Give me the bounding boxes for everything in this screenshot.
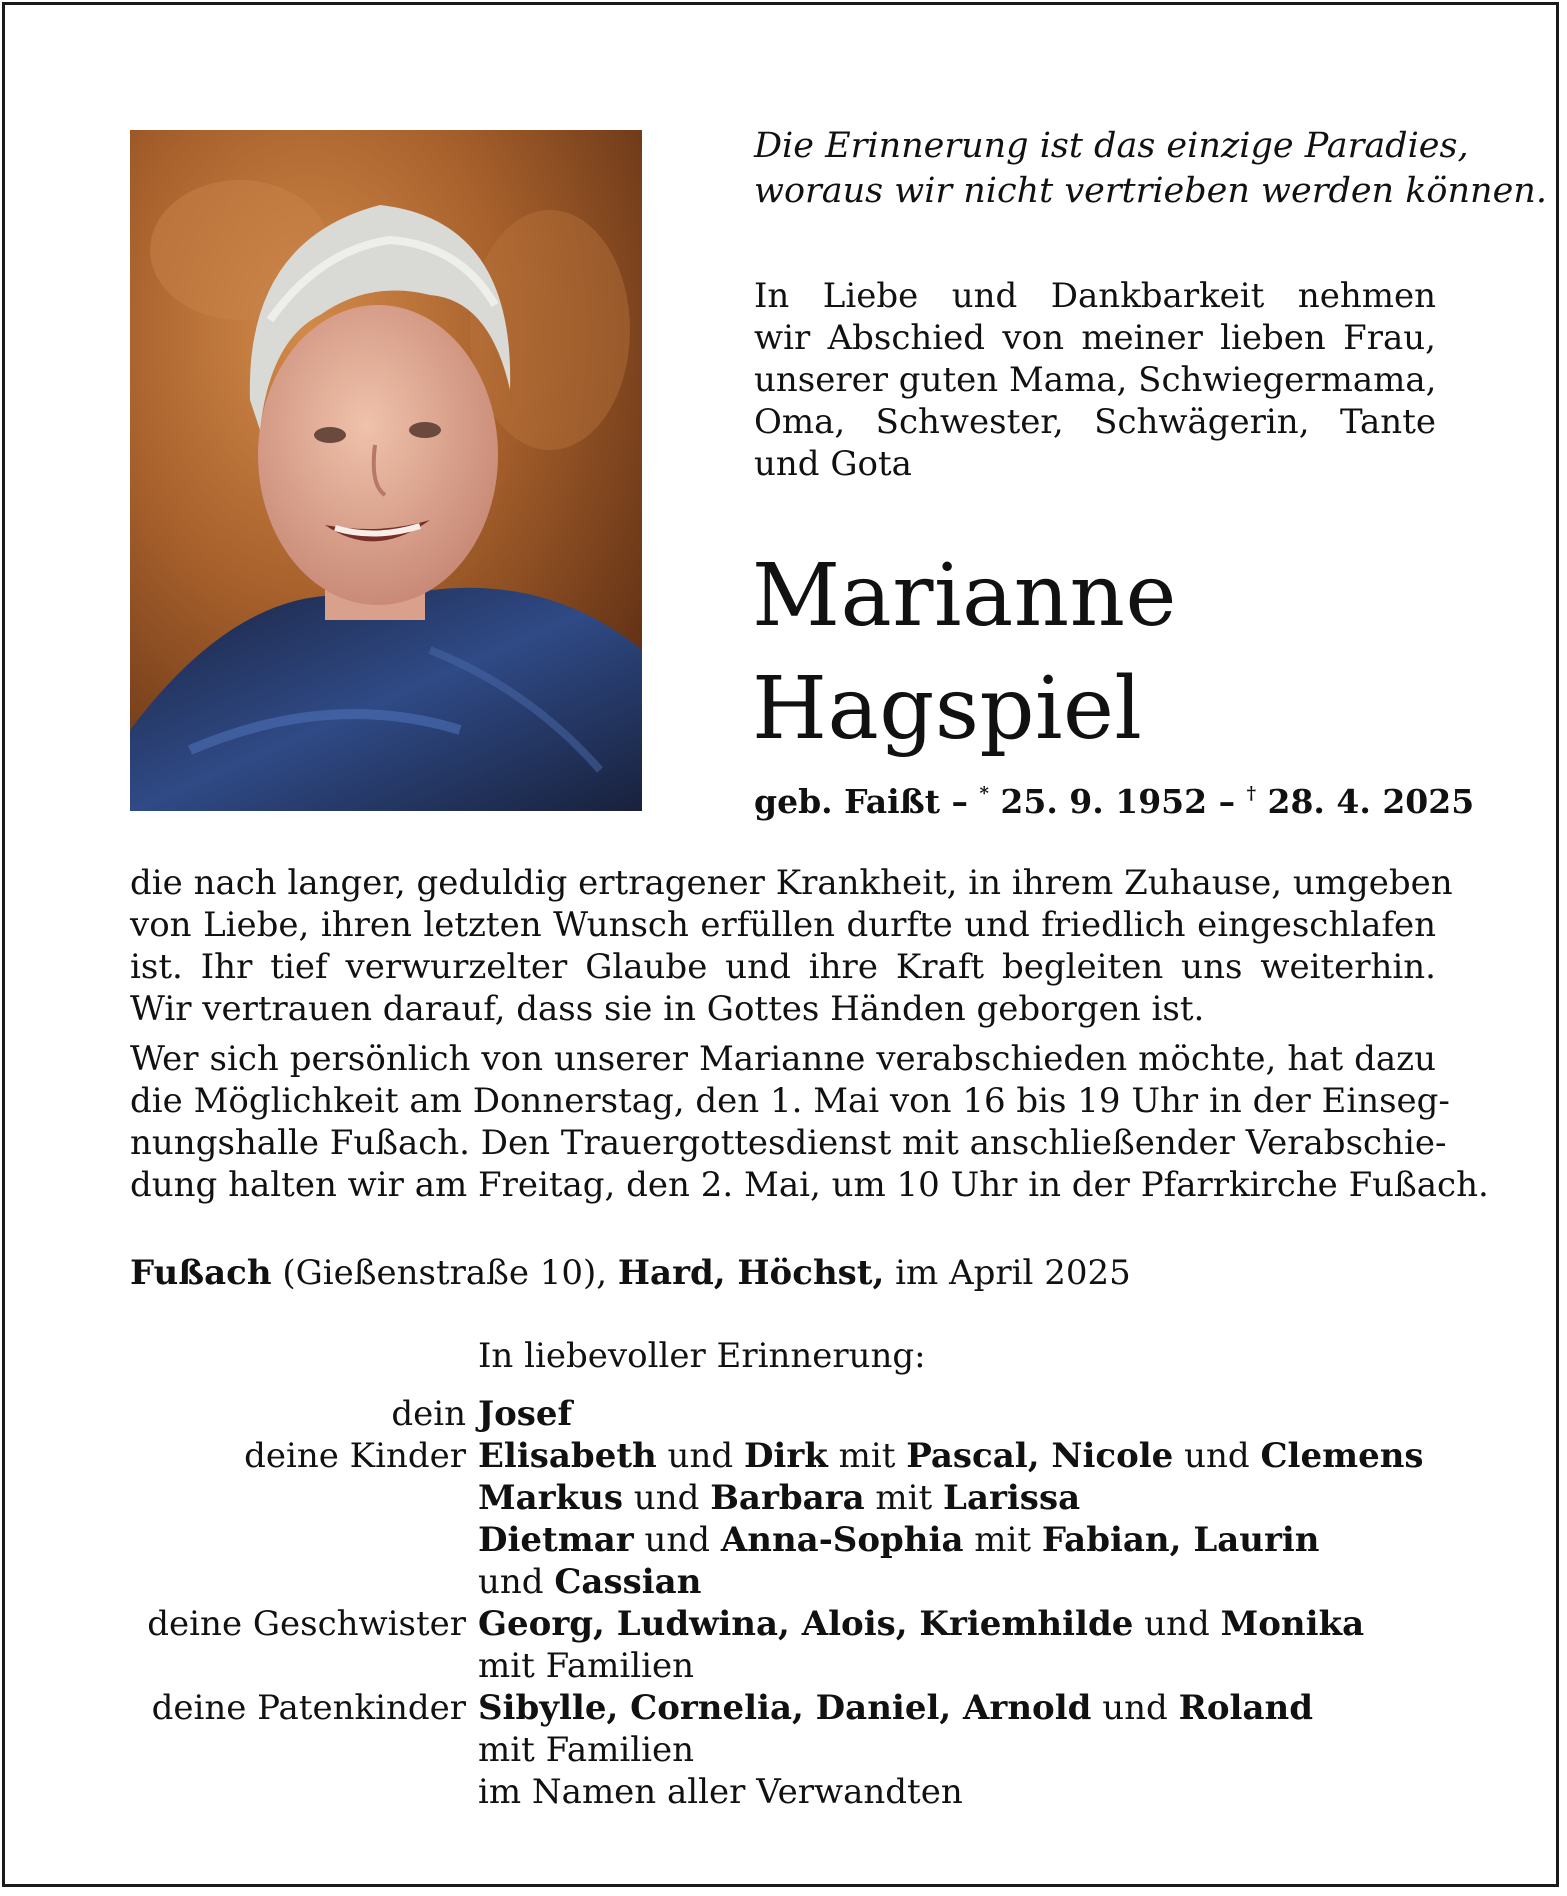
body-line: dung halten wir am Freitag, den 2. Mai, um 10 Uhr in der Pfarrkirche Fußach.: [130, 1165, 1489, 1205]
mourner-names: [478, 1687, 1313, 1729]
conjunction: und: [1133, 1604, 1221, 1644]
mourner-row: [130, 1729, 1470, 1771]
mourner-name: Pascal, Nicole: [906, 1436, 1174, 1476]
body-paragraph-1: [130, 862, 1453, 1030]
relation-label: [130, 1561, 478, 1603]
birth-date: 25. 9. 1952: [1000, 782, 1208, 821]
intro-line: unserer guten Mama, Schwiegermama,: [754, 360, 1437, 400]
body-line: die Möglichkeit am Donnerstag, den 1. Mai von 16 bis 19 Uhr in der Einseg-: [130, 1081, 1450, 1121]
conjunction: und: [623, 1478, 711, 1518]
conjunction: und: [1173, 1436, 1261, 1476]
relation-label: [130, 1477, 478, 1519]
intro-line: wir Abschied von meiner lieben Frau,: [754, 318, 1436, 358]
mourner-name: Dirk: [743, 1436, 828, 1476]
conjunction: mit: [963, 1520, 1042, 1560]
body-line: von Liebe, ihren letzten Wunsch erfüllen durfte und friedlich eingeschlafen: [130, 905, 1436, 945]
conjunction: und: [478, 1562, 555, 1602]
intro-line: und Gota: [754, 444, 912, 484]
town: Fußach: [130, 1253, 272, 1293]
conjunction: und: [633, 1520, 721, 1560]
deceased-name: [752, 540, 1177, 766]
mourner-row: [130, 1393, 1470, 1435]
conjunction: mit: [864, 1478, 944, 1518]
place-and-date: [130, 1253, 1131, 1293]
conjunction: mit: [827, 1436, 907, 1476]
other-towns: Hard, Höchst,: [617, 1253, 885, 1293]
mourner-names: [478, 1435, 1424, 1477]
intro-line: Oma, Schwester, Schwägerin, Tante: [754, 402, 1436, 442]
mourner-names: mit Familien: [478, 1646, 695, 1686]
relation-label: deine Geschwister: [147, 1604, 466, 1644]
relation-label: deine Kinder: [244, 1436, 466, 1476]
mourner-row: [130, 1435, 1470, 1477]
mourner-name: Markus: [478, 1478, 623, 1518]
relation-label: [130, 1645, 478, 1687]
motto-line: woraus wir nicht vertrieben werden können.: [754, 171, 1547, 211]
body-line: nungshalle Fußach. Den Trauergottesdienst mit anschließender Verabschie-: [130, 1123, 1447, 1163]
mourner-name: Clemens: [1260, 1436, 1424, 1476]
mourner-row: [130, 1561, 1470, 1603]
mourner-names: [478, 1393, 572, 1435]
last-name: Hagspiel: [752, 659, 1143, 759]
mourner-name: Roland: [1178, 1688, 1313, 1728]
conjunction: und: [656, 1436, 744, 1476]
mourner-name: Georg, Ludwina, Alois, Kriemhilde: [478, 1604, 1134, 1644]
intro-line: In Liebe und Dankbarkeit nehmen: [754, 276, 1436, 316]
death-sign: †: [1246, 783, 1256, 804]
mourner-name: Cassian: [554, 1562, 702, 1602]
dash: –: [1207, 782, 1247, 821]
mourner-name: Dietmar: [478, 1520, 634, 1560]
conjunction: und: [1091, 1688, 1179, 1728]
birth-sign: *: [979, 783, 989, 804]
mourner-name: Fabian, Laurin: [1041, 1520, 1320, 1560]
relation-label: [130, 1729, 478, 1771]
motto-line: Die Erinnerung ist das einzige Paradies,: [754, 126, 1469, 166]
intro-text: [754, 275, 1436, 485]
portrait-photo: [130, 130, 642, 811]
mourner-name: Josef: [478, 1394, 573, 1434]
mourner-name: Elisabeth: [478, 1436, 657, 1476]
mourner-name: Barbara: [710, 1478, 865, 1518]
relation-label: [130, 1771, 478, 1813]
mourner-names: [478, 1477, 1080, 1519]
mourner-row: [130, 1519, 1470, 1561]
mourner-name: Monika: [1220, 1604, 1365, 1644]
mourner-names: [478, 1561, 701, 1603]
motto-quote: [754, 124, 1547, 214]
mourner-names: mit Familien: [478, 1730, 695, 1770]
mourner-name: Sibylle, Cornelia, Daniel, Arnold: [478, 1688, 1092, 1728]
relation-label: dein: [391, 1394, 466, 1434]
mourners-list: [130, 1393, 1470, 1813]
mourner-names: im Namen aller Verwandten: [478, 1772, 963, 1812]
body-line: Wer sich persönlich von unserer Marianne verabschieden möchte, hat dazu: [130, 1039, 1436, 1079]
portrait-illustration: [130, 130, 642, 811]
body-line: die nach langer, geduldig ertragener Krankheit, in ihrem Zuhause, umgeben: [130, 863, 1453, 903]
month-date: im April 2025: [884, 1253, 1131, 1293]
street: (Gießenstraße 10),: [271, 1253, 618, 1293]
relation-label: deine Patenkinder: [151, 1688, 466, 1728]
mourner-name: Larissa: [943, 1478, 1081, 1518]
mourner-names: [478, 1603, 1364, 1645]
body-line: Wir vertrauen darauf, dass sie in Gottes Händen geborgen ist.: [130, 989, 1205, 1029]
mourner-row: [130, 1771, 1470, 1813]
relation-label: [130, 1519, 478, 1561]
body-paragraph-2: [130, 1038, 1489, 1206]
mourner-name: Anna-Sophia: [720, 1520, 964, 1560]
mourner-names: [478, 1519, 1320, 1561]
mourner-row: [130, 1645, 1470, 1687]
mourners-heading: In liebevoller Erinnerung:: [478, 1336, 926, 1376]
dash: –: [939, 782, 980, 821]
obituary-body: [130, 862, 1489, 1206]
death-date: 28. 4. 2025: [1267, 782, 1475, 821]
mourner-row: [130, 1477, 1470, 1519]
mourner-row: [130, 1603, 1470, 1645]
maiden-name: geb. Faißt: [754, 782, 940, 821]
first-name: Marianne: [752, 546, 1177, 646]
life-dates: [754, 782, 1474, 821]
mourner-row: [130, 1687, 1470, 1729]
body-line: ist. Ihr tief verwurzelter Glaube und ihre Kraft begleiten uns weiterhin.: [130, 947, 1436, 987]
